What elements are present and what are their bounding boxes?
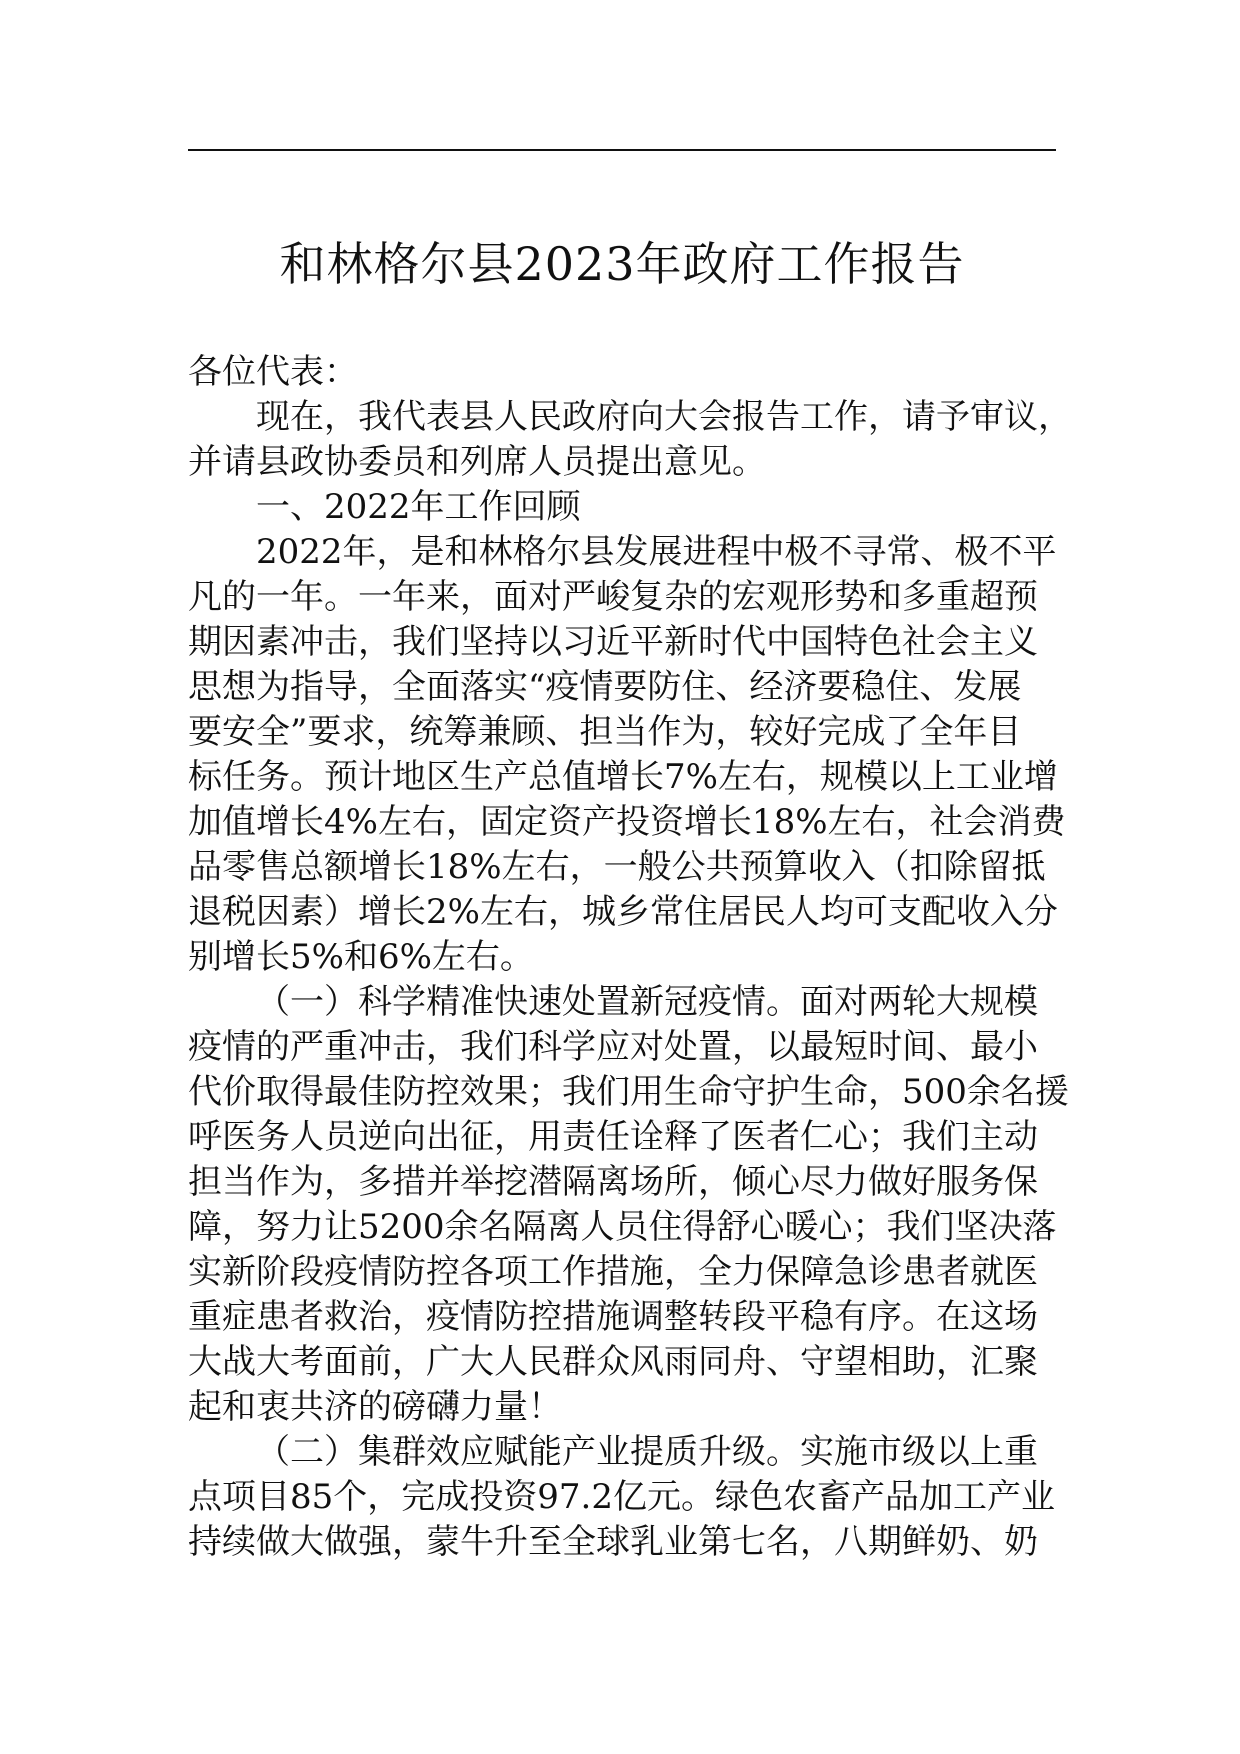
text-line: 代价取得最佳防控效果；我们用生命守护生命，500余名援 xyxy=(188,1072,1069,1112)
text-line: （二）集群效应赋能产业提质升级。实施市级以上重 xyxy=(256,1432,1038,1472)
text-line: 各位代表： xyxy=(188,352,358,392)
text-line: 品零售总额增长18%左右，一般公共预算收入（扣除留抵 xyxy=(188,847,1046,887)
text-line: 担当作为，多措并举挖潜隔离场所，倾心尽力做好服务保 xyxy=(188,1162,1038,1202)
text-line: 标任务。预计地区生产总值增长7%左右，规模以上工业增 xyxy=(188,757,1058,797)
text-line: 重症患者救治，疫情防控措施调整转段平稳有序。在这场 xyxy=(188,1297,1038,1337)
text-line: 疫情的严重冲击，我们科学应对处置，以最短时间、最小 xyxy=(188,1027,1038,1067)
text-line: 凡的一年。一年来，面对严峻复杂的宏观形势和多重超预 xyxy=(188,577,1038,617)
text-line: 呼医务人员逆向出征，用责任诠释了医者仁心；我们主动 xyxy=(188,1117,1038,1157)
text-line: 实新阶段疫情防控各项工作措施，全力保障急诊患者就医 xyxy=(188,1252,1038,1292)
text-line: 期因素冲击，我们坚持以习近平新时代中国特色社会主义 xyxy=(188,622,1038,662)
text-line: 现在，我代表县人民政府向大会报告工作，请予审议， xyxy=(256,397,1072,437)
document-body xyxy=(188,350,1240,1565)
text-line: 2022年，是和林格尔县发展进程中极不寻常、极不平 xyxy=(256,532,1057,572)
text-line: 一、2022年工作回顾 xyxy=(256,487,581,527)
text-line: 要安全”要求，统筹兼顾、担当作为，较好完成了全年目 xyxy=(188,712,1022,752)
text-line: 退税因素）增长2%左右，城乡常住居民人均可支配收入分 xyxy=(188,892,1058,932)
text-line: 大战大考面前，广大人民群众风雨同舟、守望相助，汇聚 xyxy=(188,1342,1038,1382)
document-title: 和林格尔县2023年政府工作报告 xyxy=(279,237,965,291)
text-line: 障，努力让5200余名隔离人员住得舒心暖心；我们坚决落 xyxy=(188,1207,1057,1247)
text-line: 别增长5%和6%左右。 xyxy=(188,937,534,977)
text-line: 思想为指导，全面落实“疫情要防住、经济要稳住、发展 xyxy=(188,667,1022,707)
text-line: 起和衷共济的磅礴力量！ xyxy=(188,1387,562,1427)
text-line: 点项目85个，完成投资97.2亿元。绿色农畜产品加工产业 xyxy=(188,1477,1055,1517)
text-line: （一）科学精准快速处置新冠疫情。面对两轮大规模 xyxy=(256,982,1038,1022)
text-line: 持续做大做强，蒙牛升至全球乳业第七名，八期鲜奶、奶 xyxy=(188,1522,1038,1562)
text-line: 并请县政协委员和列席人员提出意见。 xyxy=(188,442,766,482)
text-line: 加值增长4%左右，固定资产投资增长18%左右，社会消费 xyxy=(188,802,1066,842)
header-rule xyxy=(188,149,1056,151)
